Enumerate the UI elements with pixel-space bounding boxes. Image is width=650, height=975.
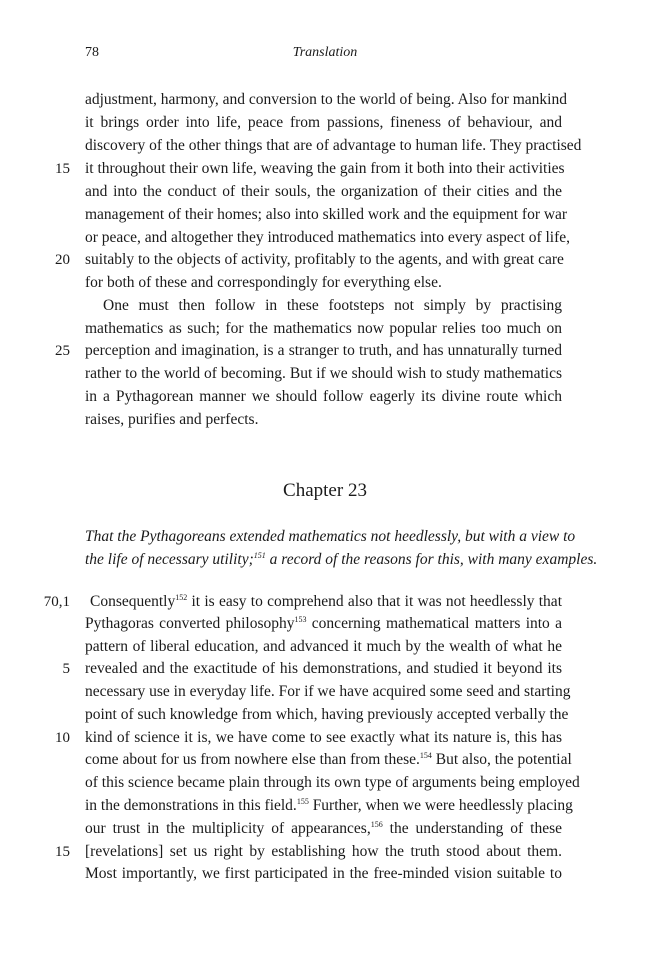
footnote-ref[interactable]: 156 xyxy=(370,820,383,829)
text-line: discovery of the other things that are of advantage to human life. They practised xyxy=(85,137,582,154)
chapter-title: Chapter 23 xyxy=(283,480,367,501)
text-line: point of such knowledge from which, having previously accepted verbally the xyxy=(85,706,569,723)
text-line: and into the conduct of their souls, the organization of their cities and the xyxy=(85,183,562,200)
line-number: 70,1 xyxy=(43,594,70,610)
text-line: or peace, and altogether they introduced mathematics into every aspect of life, xyxy=(85,229,571,246)
summary-text: the life of necessary utility; xyxy=(85,551,254,568)
text-segment: Consequently xyxy=(90,593,176,610)
line-number: 15 xyxy=(55,844,70,860)
line-number: 10 xyxy=(55,730,70,746)
text-line: One must then follow in these footsteps not simply by practising xyxy=(103,297,562,314)
text-line: necessary use in everyday life. For if we have acquired some seed and starting xyxy=(85,683,571,700)
text-segment: But also, the potential xyxy=(431,751,572,768)
footnote-ref[interactable]: 153 xyxy=(294,615,307,624)
chapter-summary-line xyxy=(85,550,598,570)
text-line: Most importantly, we first participated in the free-minded vision suitable to xyxy=(85,865,562,882)
text-line: revealed and the exactitude of his demonstrations, and studied it beyond its xyxy=(85,660,562,677)
text-segment: our trust in the multiplicity of appearances, xyxy=(85,820,371,837)
line-number: 25 xyxy=(55,343,70,359)
text-line: for both of these and correspondingly for everything else. xyxy=(85,274,442,291)
text-line xyxy=(90,592,562,612)
text-line: kind of science it is, we have come to see exactly what its nature is, this has xyxy=(85,729,562,746)
footnote-ref[interactable]: 154 xyxy=(419,751,432,760)
text-segment: concerning mathematical matters into a xyxy=(306,615,562,632)
text-line: suitably to the objects of activity, profitably to the agents, and with great care xyxy=(85,251,564,268)
text-line: adjustment, harmony, and conversion to the world of being. Also for mankind xyxy=(85,91,567,108)
text-line: mathematics as such; for the mathematics now popular relies too much on xyxy=(85,320,562,337)
footnote-ref[interactable]: 155 xyxy=(296,797,309,806)
footnote-ref[interactable]: 152 xyxy=(175,593,188,602)
text-line: raises, purifies and perfects. xyxy=(85,411,259,428)
running-head: Translation xyxy=(292,45,358,60)
text-segment: Pythagoras converted philosophy xyxy=(85,615,295,632)
text-line xyxy=(85,796,573,816)
text-line: pattern of liberal education, and advanced it much by the wealth of what he xyxy=(85,638,562,655)
text-line: perception and imagination, is a stranger to truth, and has unnaturally turned xyxy=(85,342,562,359)
chapter-summary-line: That the Pythagoreans extended mathematics not heedlessly, but with a view to xyxy=(85,528,576,545)
line-number: 20 xyxy=(55,252,70,268)
text-segment: in the demonstrations in this field. xyxy=(85,797,297,814)
text-segment: come about for us from nowhere else than from these. xyxy=(85,751,420,768)
footnote-ref[interactable]: 151 xyxy=(253,551,266,560)
text-line: rather to the world of becoming. But if we should wish to study mathematics xyxy=(85,365,562,382)
summary-text: a record of the reasons for this, with many examples. xyxy=(265,551,598,568)
text-line: [revelations] set us right by establishing how the truth stood about them. xyxy=(85,843,562,860)
text-line: of this science became plain through its own type of arguments being employed xyxy=(85,774,580,791)
text-segment: Further, when we were heedlessly placing xyxy=(308,797,573,814)
text-line: it brings order into life, peace from passions, fineness of behaviour, and xyxy=(85,114,562,131)
text-line: in a Pythagorean manner we should follow eagerly its divine route which xyxy=(85,388,562,405)
text-line: it throughout their own life, weaving the gain from it both into their activities xyxy=(85,160,565,177)
line-number: 5 xyxy=(62,661,70,677)
text-line xyxy=(85,819,562,839)
text-segment: it is easy to comprehend also that it was not heedlessly that xyxy=(187,593,562,610)
line-number: 15 xyxy=(55,161,70,177)
text-segment: the understanding of these xyxy=(382,820,562,837)
text-line xyxy=(85,750,572,770)
page-number: 78 xyxy=(85,45,99,60)
text-line xyxy=(85,614,562,634)
text-line: management of their homes; also into skilled work and the equipment for war xyxy=(85,206,568,223)
